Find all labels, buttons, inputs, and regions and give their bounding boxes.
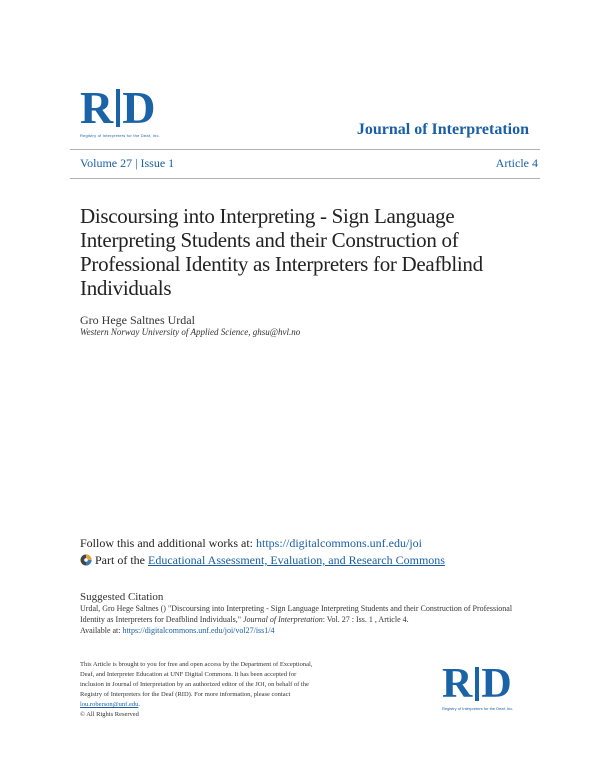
commons-link[interactable]: Educational Assessment, Evaluation, and Research Commons (148, 553, 445, 567)
citation-text (80, 603, 530, 636)
citation-journal: Journal of Interpretation (243, 615, 323, 624)
issue-divider (70, 178, 540, 179)
journal-name-link[interactable]: Journal of Interpretation (356, 121, 529, 138)
footer-notice: This Article is brought to you for free and open access by the Department of Exceptional, Deaf, and Interpreter Education at UNF Digital Commons. It has been accepted for inclusion in Journal of Interpretation by an authorized editor of the JOI, on behalf of the Registry of Interpreters for the Deaf (RID). For more information, please contact lou.roberson@unf.edu. © All Rights Reserved (80, 661, 313, 718)
rid-logo-footer (442, 661, 514, 711)
header-divider (70, 149, 540, 150)
article-title: Discoursing into Interpreting - Sign Language Interpreting Students and their Construction of Professional Identity as Interpreters for Deafblind Individuals (80, 204, 483, 300)
contact-email-link[interactable]: lou.roberson@unf.edu (80, 701, 139, 708)
citation-text-part1: Urdal, Gro Hege Saltnes () "Discoursing into Interpreting - Sign Language Interpreting Students and their Construction of Professional Identity as Interpreters for Deafblind Individuals," (80, 604, 513, 624)
partof-line (80, 553, 445, 568)
citation-available-prefix: Available at: (80, 626, 123, 635)
footer-text: This Article is brought to you for free and open access by the Department of Exceptional, Deaf, and Interpreter Education at UNF Digital Commons. It has been accepted for inclusion in Journal of Interpretation by an authorized editor of the JOI, on behalf of the Registry of Interpreters for the Deaf (RID). For more information, please contact (80, 661, 313, 698)
logo-tagline: Registry of Interpreters for the Deaf, Inc. (80, 133, 160, 138)
rid-logo (80, 82, 160, 138)
follow-prefix: Follow this and additional works at: (80, 536, 256, 550)
citation-text-part2: : Vol. 27 : Iss. 1 , Article 4. (322, 615, 409, 624)
follow-line (80, 536, 422, 551)
volume-issue-link[interactable]: Volume 27 | Issue 1 (80, 156, 175, 170)
citation-heading: Suggested Citation (80, 591, 164, 603)
logo-bar (475, 667, 479, 701)
logo-letter-r: R (80, 82, 115, 133)
logo-bar (116, 89, 120, 127)
follow-url-link[interactable]: https://digitalcommons.unf.edu/joi (256, 536, 422, 550)
author-name: Gro Hege Saltnes Urdal (80, 313, 195, 327)
citation-url-link[interactable]: https://digitalcommons.unf.edu/joi/vol27/iss1/4 (122, 626, 275, 635)
author-affiliation: Western Norway University of Applied Science, ghsu@hvl.no (80, 327, 301, 337)
partof-prefix: Part of the (95, 553, 148, 567)
commons-network-icon (80, 554, 92, 566)
rights-statement: © All Rights Reserved (80, 711, 139, 718)
article-number-link[interactable]: Article 4 (495, 156, 538, 170)
logo-tagline: Registry of Interpreters for the Deaf, Inc. (442, 706, 514, 711)
logo-letter-r: R (442, 661, 474, 707)
logo-letter-d: D (481, 661, 513, 707)
logo-letter-d: D (122, 82, 157, 133)
